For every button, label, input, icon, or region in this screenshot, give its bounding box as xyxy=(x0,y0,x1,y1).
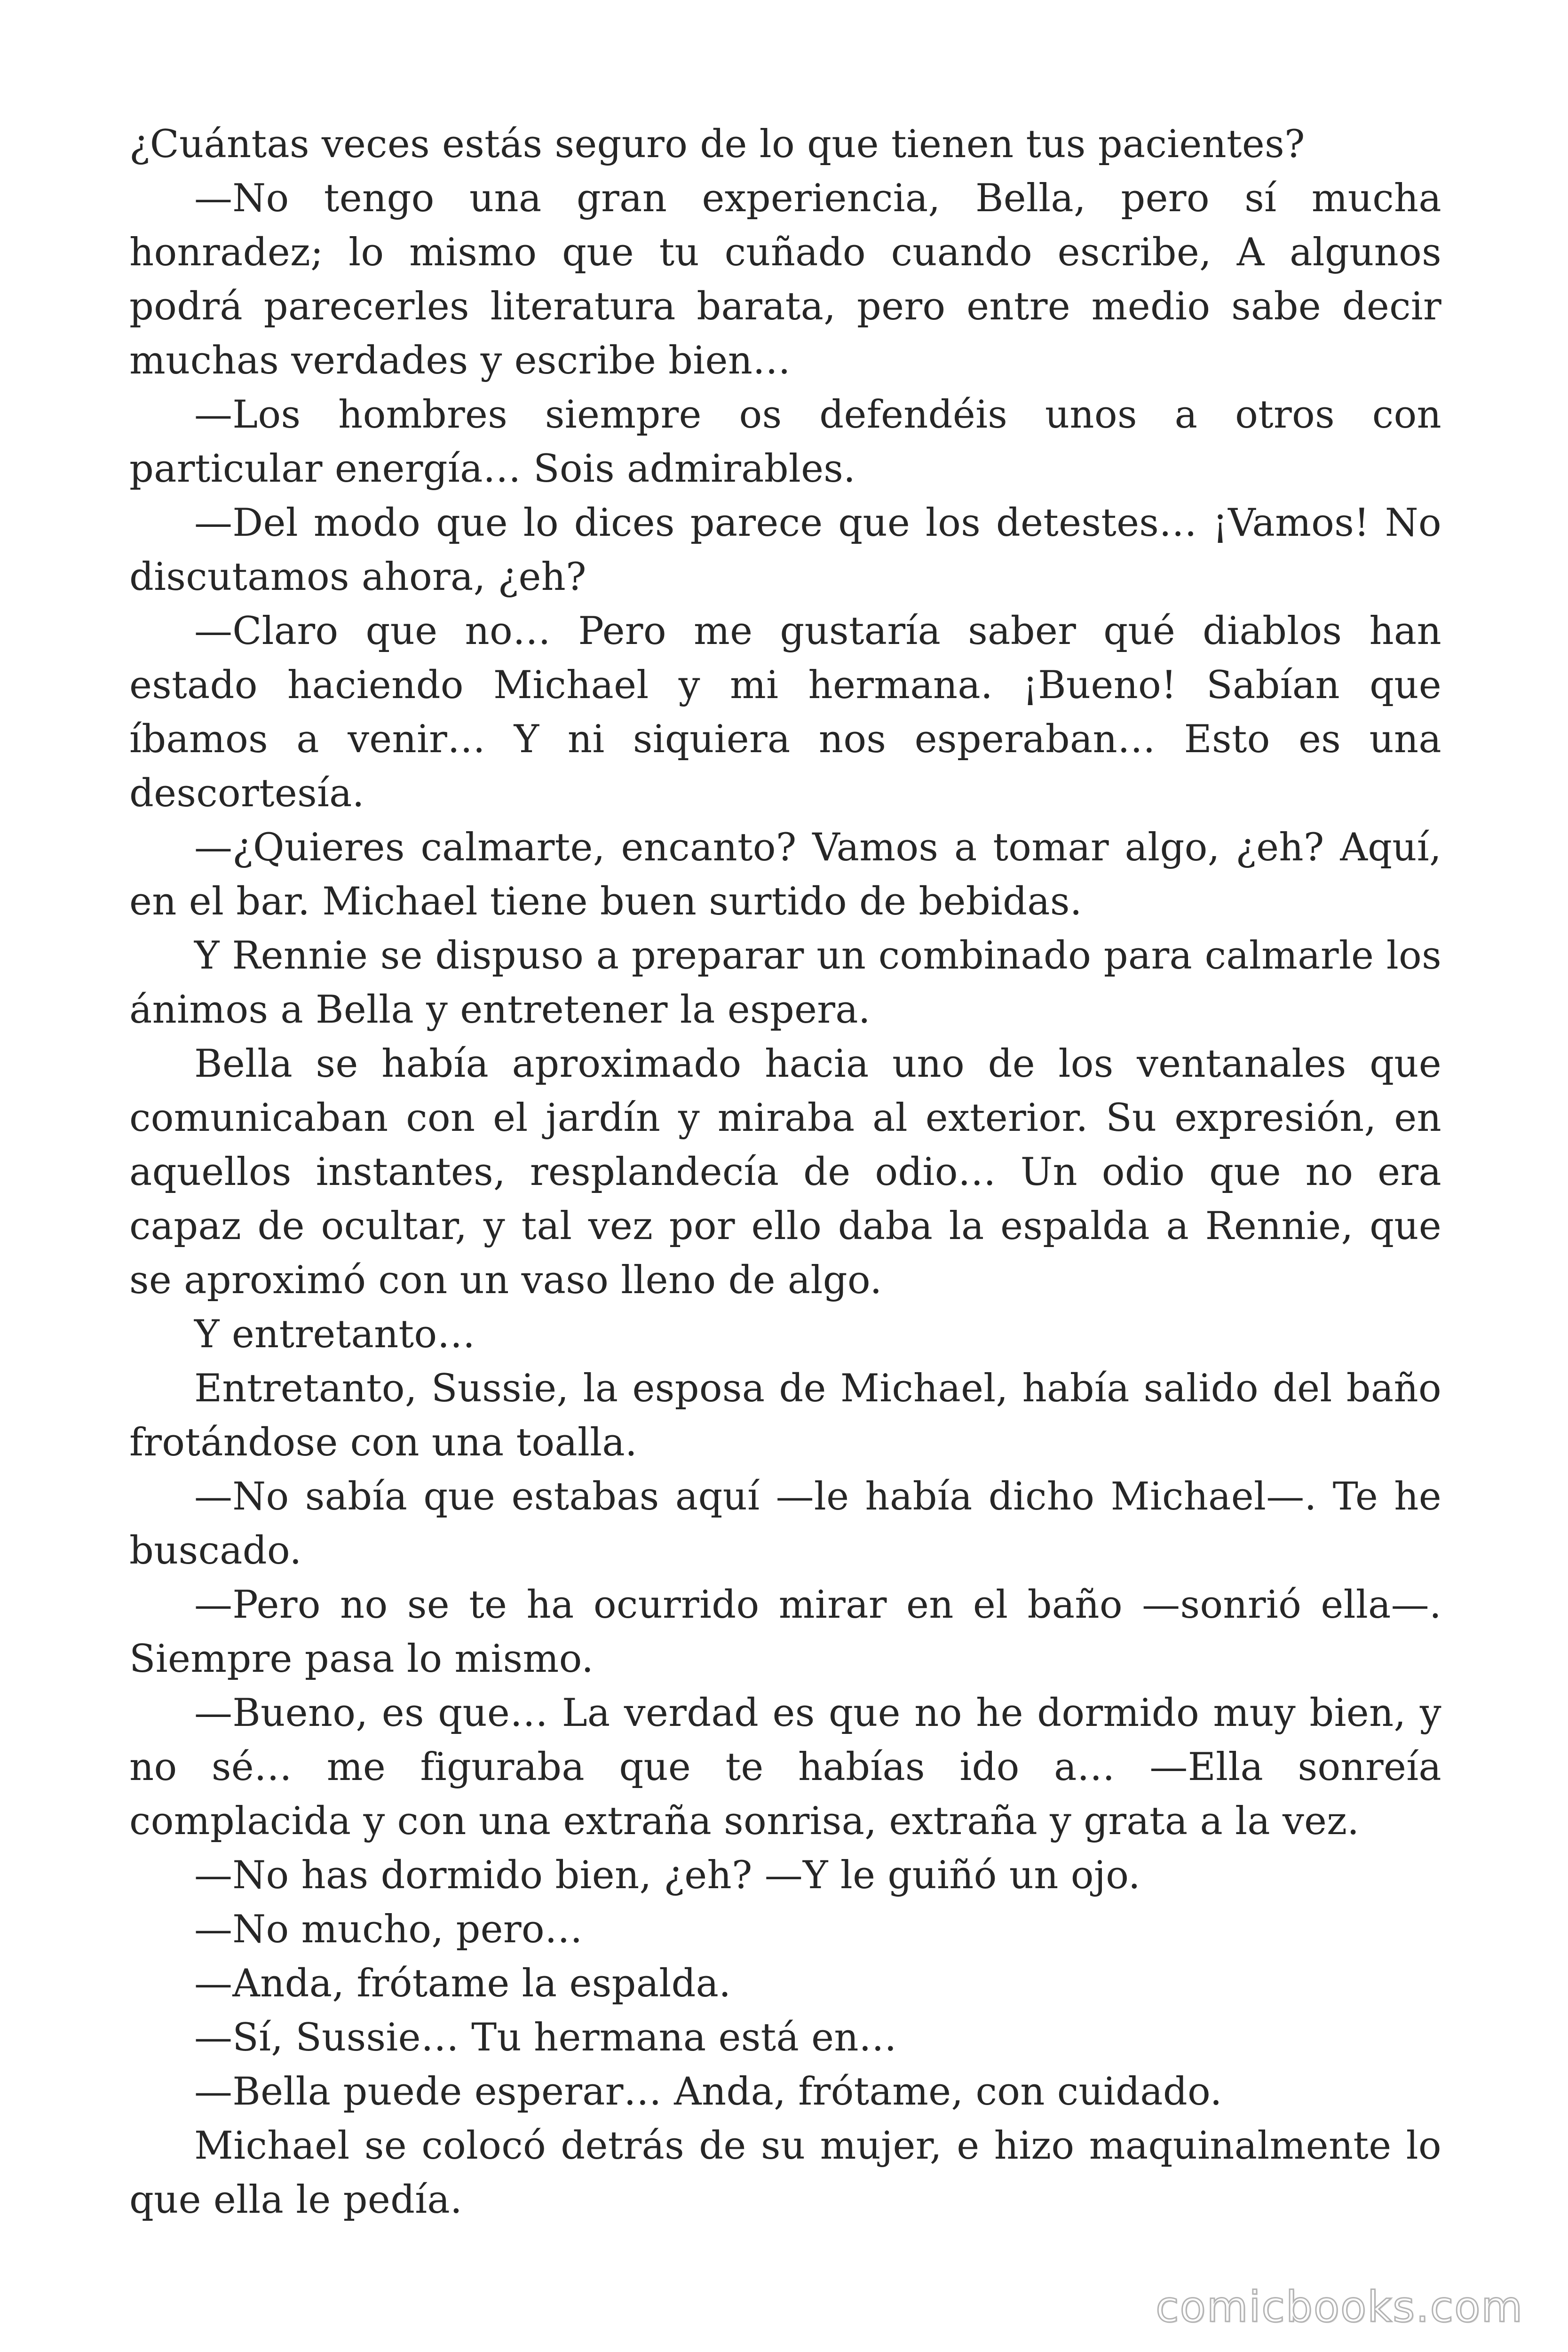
paragraph: —Del modo que lo dices parece que los detestes… ¡Vamos! No discutamos ahora, ¿eh? xyxy=(129,501,1441,599)
paragraph: Y Rennie se dispuso a preparar un combinado para calmarle los ánimos a Bella y entretener la espera. xyxy=(129,934,1441,1032)
paragraph: ¿Cuántas veces estás seguro de lo que tienen tus pacientes? xyxy=(129,122,1305,167)
paragraph: —Bueno, es que… La verdad es que no he dormido muy bien, y no sé… me figuraba que te habías ido a… —Ella sonreía complacida y con una extraña sonrisa, extraña y grata a la vez. xyxy=(129,1691,1441,1843)
paragraph: —Los hombres siempre os defendéis unos a otros con particular energía… Sois admirables. xyxy=(129,393,1441,491)
paragraph: —¿Quieres calmarte, encanto? Vamos a tomar algo, ¿eh? Aquí, en el bar. Michael tiene buen surtido de bebidas. xyxy=(129,826,1441,924)
paragraph: —No tengo una gran experiencia, Bella, pero sí mucha honradez; lo mismo que tu cuñado cuando escribe, A algunos podrá parecerles literatura barata, pero entre medio sabe decir muchas verdades y escribe bien… xyxy=(129,176,1441,383)
paragraph: —Pero no se te ha ocurrido mirar en el baño —sonrió ella—. Siempre pasa lo mismo. xyxy=(129,1583,1441,1681)
watermark: comicbooks.com xyxy=(1156,2282,1523,2332)
paragraph: Y entretanto… xyxy=(194,1312,475,1357)
paragraph: —Claro que no… Pero me gustaría saber qué diablos han estado haciendo Michael y mi hermana. ¡Bueno! Sabían que íbamos a venir… Y ni siquiera nos esperaban… Esto es una descortesía. xyxy=(129,609,1441,816)
paragraph: —Anda, frótame la espalda. xyxy=(194,1962,731,2006)
paragraph: —Bella puede esperar… Anda, frótame, con cuidado. xyxy=(194,2070,1222,2114)
paragraph: —Sí, Sussie… Tu hermana está en… xyxy=(194,2016,897,2060)
paragraph: —No has dormido bien, ¿eh? —Y le guiñó un ojo. xyxy=(194,1853,1140,1898)
page-body xyxy=(129,118,1441,2227)
paragraph: Bella se había aproximado hacia uno de los ventanales que comunicaban con el jardín y miraba al exterior. Su expresión, en aquellos instantes, resplandecía de odio… Un odio que no era capaz de ocultar, y tal vez por ello daba la espalda a Rennie, que se aproximó con un vaso lleno de algo. xyxy=(129,1042,1441,1303)
paragraph: —No sabía que estabas aquí —le había dicho Michael—. Te he buscado. xyxy=(129,1475,1441,1573)
paragraph: Michael se colocó detrás de su mujer, e hizo maquinalmente lo que ella le pedía. xyxy=(129,2124,1441,2222)
paragraph: Entretanto, Sussie, la esposa de Michael, había salido del baño frotándose con una toalla. xyxy=(129,1367,1441,1465)
paragraph: —No mucho, pero… xyxy=(194,1907,583,1952)
